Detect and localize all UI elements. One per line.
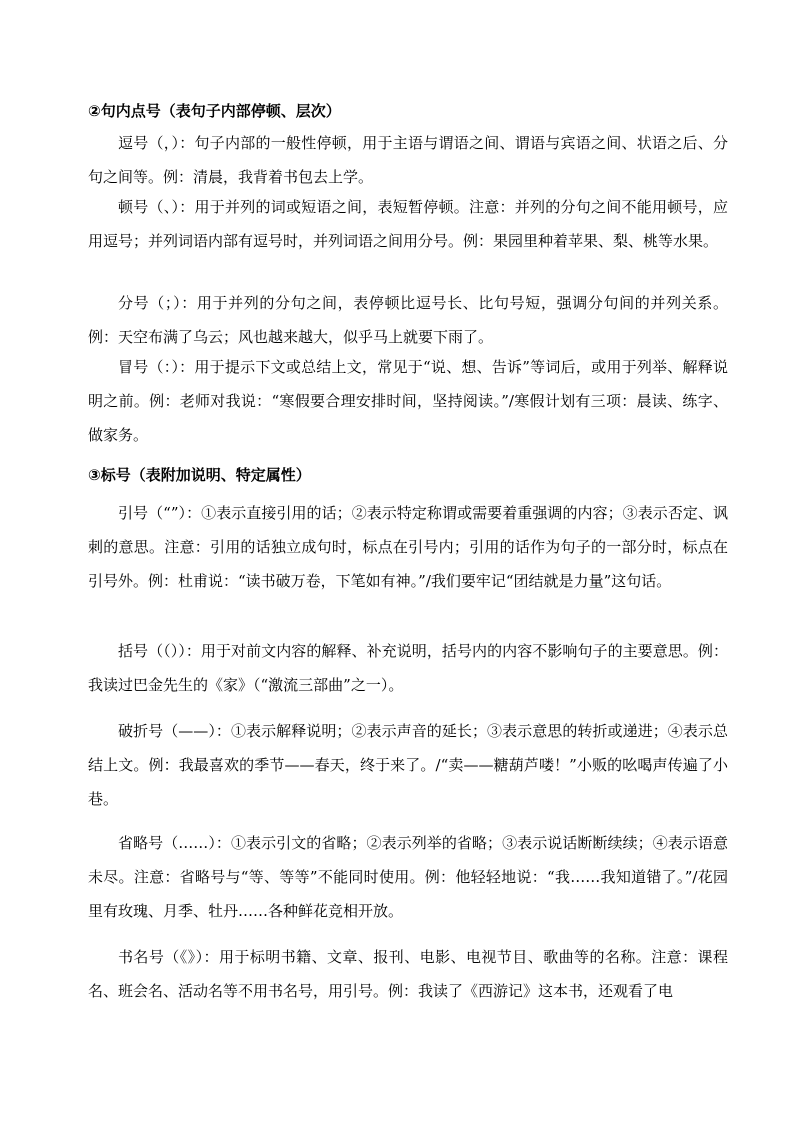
section-heading-intra-sentence: ②句内点号（表句子内部停顿、层次） (88, 102, 341, 120)
section-heading-marks: ③标号（表附加说明、特定属性） (88, 466, 311, 484)
paragraph-colon: 冒号（：）：用于提示下文或总结上文，常见于“说、想、告诉”等词后，或用于列举、解释说明之前。例：老师对我说：“寒假要合理安排时间，坚持阅读。”/寒假计划有三项：晨读、练字、做家务。 (88, 358, 728, 444)
paragraph-book-title-marks: 书名号（《》）：用于标明书籍、文章、报刊、电影、电视节目、歌曲等的名称。注意：课程名、班会名、活动名等不用书名号，用引号。例：我读了《西游记》这本书，还观看了电 (88, 948, 728, 1000)
paragraph-semicolon: 分号（；）：用于并列的分句之间，表停顿比逗号长、比句号短，强调分句间的并列关系。例：天空布满了乌云；风也越来越大，似乎马上就要下雨了。 (88, 294, 728, 346)
paragraph-ellipsis: 省略号（……）：①表示引文的省略；②表示列举的省略；③表示说话断断续续；④表示语意未尽。注意：省略号与“等、等等”不能同时使用。例：他轻轻地说：“我……我知道错了。”/花园里有玫瑰、月季、牡丹……各种鲜花竞相开放。 (88, 834, 728, 920)
paragraph-pause-mark: 顿号（、）：用于并列的词或短语之间，表短暂停顿。注意：并列的分句之间不能用顿号，应用逗号；并列词语内部有逗号时，并列词语之间用分号。例：果园里种着苹果、梨、桃等水果。 (88, 198, 728, 250)
paragraph-quotation-marks: 引号（“”）：①表示直接引用的话；②表示特定称谓或需要着重强调的内容；③表示否定、讽刺的意思。注意：引用的话独立成句时，标点在引号内；引用的话作为句子的一部分时，标点在引号外。例：杜甫说：“读书破万卷，下笔如有神。”/我们要牢记“团结就是力量”这句话。 (88, 504, 728, 590)
paragraph-comma: 逗号（，）：句子内部的一般性停顿，用于主语与谓语之间、谓语与宾语之间、状语之后、分句之间等。例：清晨，我背着书包去上学。 (88, 134, 728, 186)
paragraph-dash: 破折号（——）：①表示解释说明；②表示声音的延长；③表示意思的转折或递进；④表示总结上文。例：我最喜欢的季节——春天，终于来了。/“卖——糖葫芦喽！”小贩的吆喝声传遍了小巷。 (88, 722, 728, 808)
paragraph-brackets: 括号（（））：用于对前文内容的解释、补充说明，括号内的内容不影响句子的主要意思。例：我读过巴金先生的《家》（“激流三部曲”之一）。 (88, 642, 728, 694)
